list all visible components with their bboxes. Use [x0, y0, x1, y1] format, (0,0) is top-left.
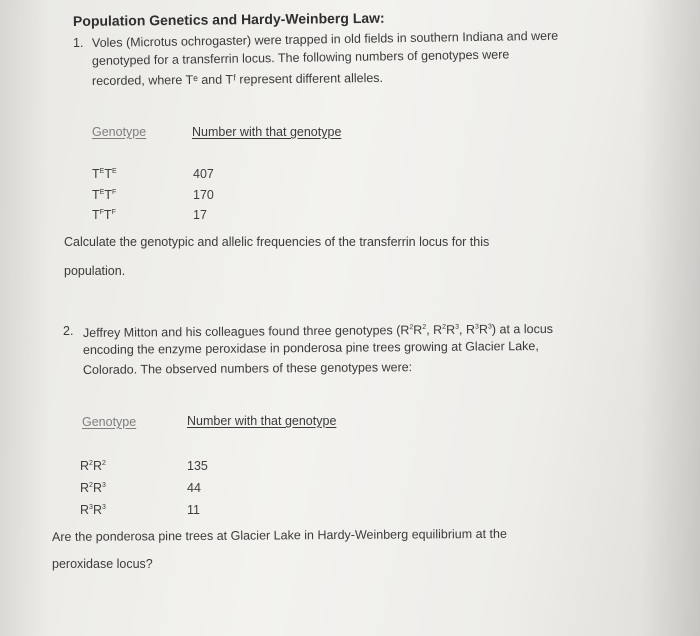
q1-genotype-row-2: $T^ET^F$: [92, 188, 117, 202]
q1-calc-line-2: population.: [64, 264, 126, 278]
q1-calc-line-1: Calculate the genotypic and allelic frequencies of the transferrin locus for this: [64, 235, 490, 249]
q2-count-row-2: 44: [187, 481, 201, 495]
page-title: Population Genetics and Hardy-Weinberg Law:: [72, 9, 385, 29]
page-shadow-left: [0, 0, 50, 636]
q1-number: 1.: [73, 36, 84, 50]
q1-text-line-3: recorded, where Tᵉ and Tᶠ represent different alleles.: [91, 70, 384, 88]
q2-col-number-header: Number with that genotype: [187, 414, 337, 428]
q2-count-row-3: 11: [187, 503, 200, 517]
q1-text-line-1: Voles (Microtus ochrogaster) were trapped in old fields in southern Indiana and were: [91, 28, 559, 50]
q2-genotype-row-2: $R^2R^3$: [80, 481, 106, 495]
page-shadow-right: [640, 0, 700, 636]
q1-genotype-row-1: $T^ET^E$: [92, 167, 117, 181]
q1-genotype-row-3: $T^FT^F$: [92, 208, 116, 222]
q2-genotype-row-3: $R^3R^3$: [80, 503, 106, 517]
q2-geno-inline-2: $R^2R^3$: [433, 322, 460, 337]
q2-number: 2.: [63, 324, 74, 338]
q2-genotype-row-1: $R^2R^2$: [80, 459, 106, 473]
q1-count-row-1: 407: [193, 167, 214, 181]
q1-col-genotype-header: Genotype: [92, 125, 147, 139]
q2-question-line-2: peroxidase locus?: [52, 557, 153, 571]
q1-count-row-3: 17: [193, 208, 207, 222]
q1-col-number-header: Number with that genotype: [192, 125, 342, 139]
q2-count-row-1: 135: [187, 459, 208, 473]
q2-text-line-3: Colorado. The observed numbers of these genotypes were:: [82, 360, 413, 377]
q2-text-line-1: Jeffrey Mitton and his colleagues found three genotypes ($R^2R^2$, $R^2R^3$, $R^3R^3$) at a locus: [82, 321, 554, 340]
q2-text-line-2: encoding the enzyme peroxidase in ponderosa pine trees growing at Glacier Lake,: [82, 339, 539, 357]
q2-question-line-1: Are the ponderosa pine trees at Glacier Lake in Hardy-Weinberg equilibrium at the: [51, 526, 507, 544]
q2-geno-inline-3: $R^3R^3$: [465, 322, 492, 337]
q2-geno-inline-1: $R^2R^2$: [400, 323, 427, 338]
q1-count-row-2: 170: [193, 188, 214, 202]
q2-col-genotype-header: Genotype: [82, 415, 137, 429]
q1-text-line-2: genotyped for a transferrin locus. The following numbers of genotypes were: [91, 47, 510, 68]
